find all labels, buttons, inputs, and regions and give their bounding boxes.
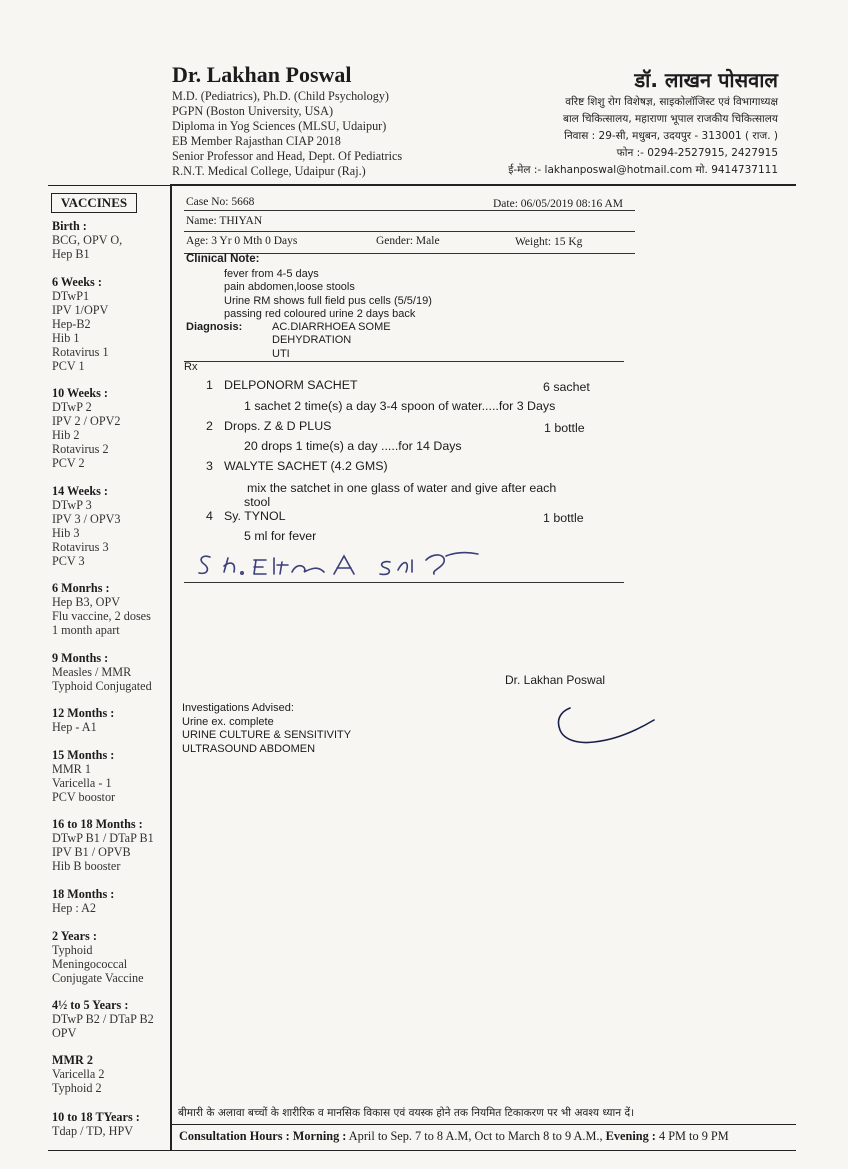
hours-morning: April to Sep. 7 to 8 A.M, Oct to March 8 to 9 A.M., (348, 1129, 603, 1143)
vaccine-item: Hib 3 (52, 526, 80, 540)
rx-divider (184, 361, 624, 362)
hindi-line: बाल चिकित्सालय, महाराणा भूपाल राजकीय चिकित्सालय (562, 113, 778, 125)
clinical-note-line: pain abdomen,loose stools (224, 281, 355, 294)
diagnosis-line: UTI (272, 347, 290, 360)
doctor-name-hindi: डॉ. लाखन पोसवाल (634, 68, 778, 92)
diagnosis-line: AC.DIARRHOEA SOME (272, 321, 391, 333)
vaccine-group (52, 929, 170, 985)
vaccine-item: Hep - A1 (52, 720, 97, 734)
investigation-item: URINE CULTURE & SENSITIVITY (182, 729, 352, 742)
vaccine-group-heading: 12 Months : (52, 706, 115, 720)
vaccine-group-heading: 10 Weeks : (52, 386, 108, 400)
patient-weight: Weight: 15 Kg (515, 236, 583, 248)
vaccine-group-heading: 2 Years : (52, 929, 97, 943)
doctor-qualifications (172, 89, 402, 179)
hindi-line: ई-मेल :- lakhanposwal@hotmail.com मो. 9414737111 (508, 164, 778, 176)
vaccine-item: Hib B booster (52, 859, 121, 873)
vaccines-title: VACCINES (51, 193, 137, 213)
med-quantity: 1 bottle (543, 511, 584, 525)
qualification-line: PGPN (Boston University, USA) (172, 104, 334, 118)
vaccine-item: Hib 1 (52, 331, 80, 345)
qualification-line: R.N.T. Medical College, Udaipur (Raj.) (172, 164, 366, 178)
vaccine-group (52, 219, 170, 261)
vaccine-group (52, 817, 170, 873)
med-quantity: 6 sachet (543, 380, 590, 394)
med-number: 2 (206, 419, 213, 433)
vaccine-group (52, 484, 170, 568)
sidebar-top-divider (48, 185, 172, 186)
vaccine-group (52, 275, 170, 373)
rx-label: Rx (184, 361, 198, 373)
clinical-note-line: Urine RM shows full field pus cells (5/5/19) (224, 294, 432, 307)
vaccine-group-heading: Birth : (52, 219, 87, 233)
handwritten-note-image (194, 548, 484, 584)
vaccine-group (52, 1110, 170, 1138)
vaccine-group-heading: MMR 2 (52, 1053, 93, 1067)
med-name: WALYTE SACHET (4.2 GMS) (224, 459, 388, 473)
clinical-notes (224, 268, 432, 322)
med-instruction: 20 drops 1 time(s) a day .....for 14 Days (244, 439, 462, 453)
patient-divider (184, 231, 635, 232)
patient-name: Name: THIYAN (186, 215, 263, 227)
vaccine-item: Flu vaccine, 2 doses (52, 609, 151, 623)
vaccine-group-heading: 10 to 18 TYears : (52, 1110, 140, 1124)
vaccine-item: PCV 1 (52, 359, 85, 373)
vaccine-group (52, 748, 170, 804)
vaccine-item: Tdap / TD, HPV (52, 1124, 134, 1138)
clinical-note-line: fever from 4-5 days (224, 268, 319, 280)
clinical-note-heading: Clinical Note: (186, 253, 260, 265)
vaccine-item: Hep B1 (52, 247, 90, 261)
vaccine-group (52, 651, 170, 693)
vaccine-group-heading: 6 Weeks : (52, 275, 102, 289)
hours-evening: 4 PM to 9 PM (658, 1129, 729, 1143)
qualification-line: Diploma in Yog Sciences (MLSU, Udaipur) (172, 119, 387, 133)
vaccine-item: Varicella - 1 (52, 776, 112, 790)
vaccine-group (52, 1053, 170, 1095)
footer-divider (172, 1124, 796, 1125)
vaccine-group (52, 998, 170, 1040)
vaccine-item: MMR 1 (52, 762, 91, 776)
vaccine-item: DTwP B2 / DTaP B2 (52, 1012, 154, 1026)
vaccine-item: Rotavirus 2 (52, 442, 109, 456)
vaccine-item: Typhoid (52, 943, 93, 957)
vaccine-group (52, 581, 170, 637)
diagnosis-line: DEHYDRATION (272, 334, 352, 347)
vaccine-item: PCV 2 (52, 456, 85, 470)
diagnosis-label: Diagnosis: (186, 321, 243, 333)
vaccine-item: IPV 3 / OPV3 (52, 512, 121, 526)
vaccine-item: Conjugate Vaccine (52, 971, 144, 985)
vaccine-group (52, 386, 170, 470)
consultation-hours (179, 1129, 729, 1144)
med-instruction: mix the satchet in one glass of water and give after each (247, 481, 557, 495)
investigation-item: Urine ex. complete (182, 715, 274, 728)
med-instruction: stool (244, 495, 271, 509)
vaccine-item: Measles / MMR (52, 665, 132, 679)
patient-divider (184, 210, 635, 211)
hindi-line: वरिष्ट शिशु रोग विशेषज्ञ, साइकोलॉजिस्ट एवं विभागाध्यक्ष (565, 96, 778, 108)
vaccine-item: DTwP 2 (52, 400, 92, 414)
hours-label: Consultation Hours : Morning : (179, 1129, 347, 1143)
med-number: 3 (206, 459, 213, 473)
vaccine-group-heading: 18 Months : (52, 887, 115, 901)
vaccine-item: DTwP B1 / DTaP B1 (52, 831, 154, 845)
vaccine-item: IPV 2 / OPV2 (52, 414, 121, 428)
vaccine-item: IPV 1/OPV (52, 303, 109, 317)
vaccine-item: Varicella 2 (52, 1067, 105, 1081)
footer-hindi-note: बीमारी के अलावा बच्चों के शारीरिक व मानसिक विकास एवं वयस्क होने तक नियमित टिकाकरण पर भी अवश्य ध्यान दें। (178, 1107, 635, 1119)
clinical-note-line: passing red coloured urine 2 days back (224, 308, 416, 321)
patient-age: Age: 3 Yr 0 Mth 0 Days (186, 235, 298, 247)
vaccine-group-heading: 6 Monrhs : (52, 581, 110, 595)
vaccine-item: Meningococcal (52, 957, 128, 971)
doctor-name: Dr. Lakhan Poswal (172, 62, 352, 87)
investigation-item: ULTRASOUND ABDOMEN (182, 742, 316, 755)
vaccine-item: Typhoid 2 (52, 1081, 102, 1095)
vaccine-item: PCV 3 (52, 554, 85, 568)
vaccine-item: Hep-B2 (52, 317, 91, 331)
vaccine-item: DTwP 3 (52, 498, 92, 512)
signature-image (550, 702, 660, 748)
vaccine-group-heading: 9 Months : (52, 651, 109, 665)
vaccine-group-heading: 15 Months : (52, 748, 115, 762)
vaccine-item: Rotavirus 3 (52, 540, 109, 554)
vaccine-item: Hep B3, OPV (52, 595, 121, 609)
vaccine-item: Rotavirus 1 (52, 345, 109, 359)
med-number: 1 (206, 378, 213, 392)
qualification-line: EB Member Rajasthan CIAP 2018 (172, 134, 341, 148)
vaccine-item: Hib 2 (52, 428, 80, 442)
footer-bottom-divider (48, 1150, 796, 1151)
doctor-details-hindi (508, 94, 778, 179)
med-instruction: 5 ml for fever (244, 529, 317, 543)
med-quantity: 1 bottle (544, 421, 585, 435)
hindi-line: फोन :- 0294-2527915, 2427915 (616, 147, 778, 159)
hindi-line: निवास : 29-सी, मधुबन, उदयपुर - 313001 ( राज. ) (564, 130, 778, 142)
investigations-heading: Investigations Advised: (182, 702, 294, 714)
qualification-line: M.D. (Pediatrics), Ph.D. (Child Psychology) (172, 89, 389, 103)
investigations (182, 702, 351, 756)
visit-date: Date: 06/05/2019 08:16 AM (493, 198, 624, 210)
patient-gender: Gender: Male (376, 235, 440, 247)
case-number: Case No: 5668 (186, 196, 255, 208)
qualification-line: Senior Professor and Head, Dept. Of Pediatrics (172, 149, 403, 163)
vaccine-item: BCG, OPV O, (52, 233, 123, 247)
vaccine-item: DTwP1 (52, 289, 90, 303)
vaccine-item: IPV B1 / OPVB (52, 845, 131, 859)
vaccine-item: 1 month apart (52, 623, 120, 637)
vaccine-group (52, 887, 170, 915)
med-instruction: 1 sachet 2 time(s) a day 3-4 spoon of water.....for 3 Days (244, 399, 556, 413)
vaccine-group-heading: 16 to 18 Months : (52, 817, 143, 831)
vaccine-item: PCV boostor (52, 790, 116, 804)
header-divider (170, 184, 796, 186)
sidebar-divider (170, 186, 172, 1151)
diagnosis-list (272, 321, 391, 361)
vaccine-item: Hep : A2 (52, 901, 97, 915)
rx-bottom-divider (184, 582, 624, 583)
vaccine-item: Typhoid Conjugated (52, 679, 152, 693)
med-name: Drops. Z & D PLUS (224, 419, 332, 433)
vaccine-group (52, 706, 170, 734)
signature-name: Dr. Lakhan Poswal (505, 673, 606, 687)
hours-evening-label: Evening : (605, 1129, 656, 1143)
vaccine-group-heading: 14 Weeks : (52, 484, 108, 498)
med-number: 4 (206, 509, 213, 523)
vaccine-item: OPV (52, 1026, 77, 1040)
med-name: DELPONORM SACHET (224, 378, 358, 392)
med-name: Sy. TYNOL (224, 509, 286, 523)
vaccine-group-heading: 4½ to 5 Years : (52, 998, 129, 1012)
